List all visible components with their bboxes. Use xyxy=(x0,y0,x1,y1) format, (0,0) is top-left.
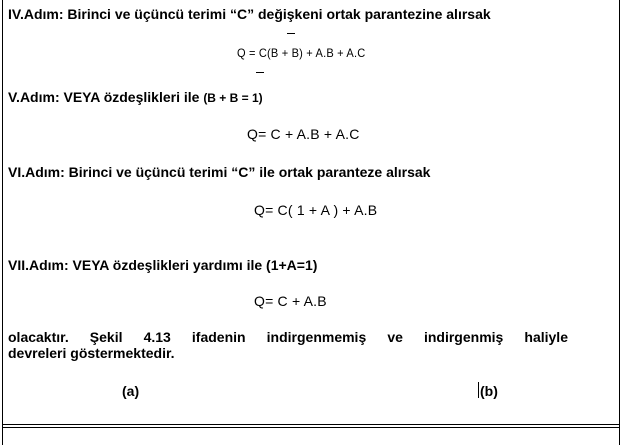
step6-formula: Q= C( 1 + A ) + A.B xyxy=(254,202,378,218)
caption-a: (a) xyxy=(122,383,140,399)
step7-heading: VII.Adım: VEYA özdeşlikleri yardımı ile (1+A=1) xyxy=(8,257,318,273)
overbar-lower xyxy=(256,72,264,73)
paragraph-line-2: devreleri göstermektedir. xyxy=(8,345,175,361)
cursor-mark xyxy=(478,382,479,398)
step6-heading: VI.Adım: Birinci ve üçüncü terimi “C” ile ortak paranteze alırsak xyxy=(8,164,431,180)
document-frame xyxy=(2,0,620,445)
paragraph-line-1: olacaktır. Şekil 4.13 ifadenin indirgenmemiş ve indirgenmiş haliyle xyxy=(8,329,568,345)
explanation-paragraph xyxy=(8,329,568,361)
overbar-upper xyxy=(287,33,295,34)
step5-identity: (B + B = 1) xyxy=(203,91,263,105)
bottom-rule-1 xyxy=(2,424,620,425)
caption-b: (b) xyxy=(480,383,498,399)
step7-formula: Q= C + A.B xyxy=(254,293,327,309)
bottom-rule-2 xyxy=(2,427,620,428)
step4-formula: Q = C(B + B) + A.B + A.C xyxy=(237,46,366,60)
step4-heading: IV.Adım: Birinci ve üçüncü terimi “C” değişkeni ortak parantezine alırsak xyxy=(8,6,491,22)
step5-heading-wrap xyxy=(8,89,263,105)
step5-heading: V.Adım: VEYA özdeşlikleri ile xyxy=(8,89,204,105)
step5-formula: Q= C + A.B + A.C xyxy=(247,126,360,142)
